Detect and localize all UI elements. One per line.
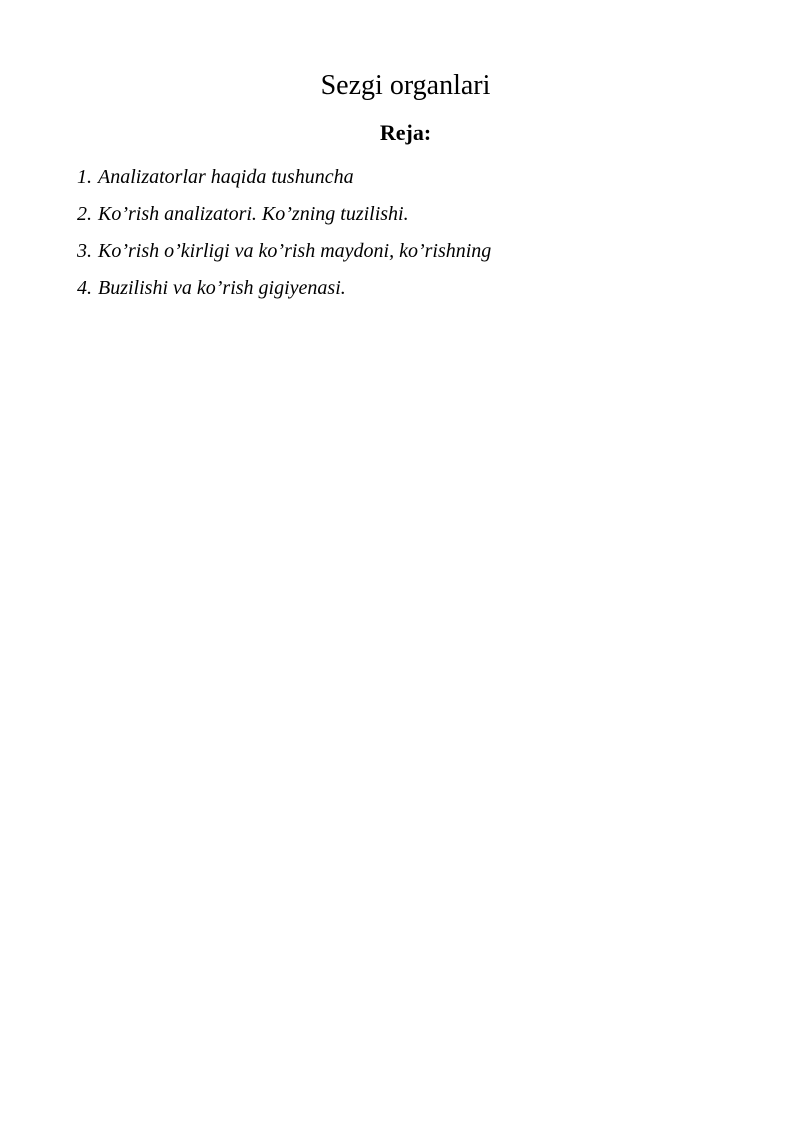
document-title: Sezgi organlari (320, 70, 491, 101)
plan-item-number: 1. (77, 166, 92, 188)
plan-item-number: 4. (77, 277, 92, 299)
plan-item-text: Ko’rish analizatori. Ko’zning tuzilishi. (98, 203, 409, 225)
plan-item-text: Ko’rish o’kirligi va ko’rish maydoni, ko’rishning (98, 240, 492, 262)
plan-item-3 (77, 233, 491, 270)
plan-item-number: 3. (77, 240, 92, 262)
plan-heading: Reja: (379, 120, 432, 145)
plan-item-text: Analizatorlar haqida tushuncha (98, 166, 354, 188)
plan-item-4 (77, 270, 491, 307)
plan-item-text: Buzilishi va ko’rish gigiyenasi. (98, 277, 346, 299)
plan-item-number: 2. (77, 203, 92, 225)
plan-item-2 (77, 196, 491, 233)
plan-list (77, 159, 491, 307)
plan-item-1 (77, 159, 491, 196)
